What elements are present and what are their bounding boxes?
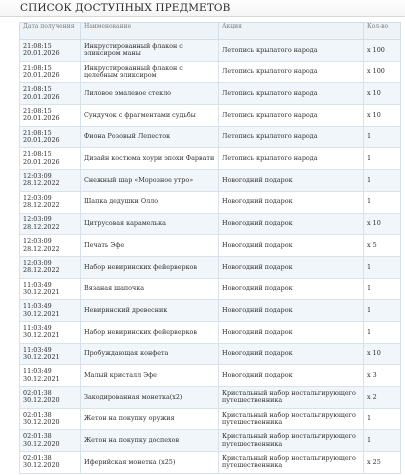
received-time: 02:01:38 bbox=[23, 432, 52, 441]
received-date: 30.12.2020 bbox=[23, 461, 60, 470]
table-row[interactable] bbox=[20, 105, 401, 127]
table-row[interactable] bbox=[20, 321, 401, 343]
cell-date bbox=[20, 40, 81, 62]
cell-quantity: x 3 bbox=[364, 365, 401, 387]
received-time: 21:08:15 bbox=[23, 150, 52, 159]
received-time: 11:03:49 bbox=[23, 367, 52, 376]
column-header-qty[interactable]: Кол-во bbox=[364, 23, 401, 40]
cell-promo: Новогодний подарок bbox=[219, 170, 364, 192]
received-date: 20.01.2026 bbox=[23, 92, 60, 101]
cell-promo: Кристальный набор ностальгирующего путешественника bbox=[219, 452, 364, 474]
cell-promo: Новогодний подарок bbox=[219, 191, 364, 213]
cell-item-name: Жетон на покупку доспехов bbox=[81, 430, 219, 452]
cell-promo: Летопись крылатого народа bbox=[219, 40, 364, 62]
table-row[interactable] bbox=[20, 365, 401, 387]
received-date: 20.01.2026 bbox=[23, 71, 60, 80]
cell-promo: Новогодний подарок bbox=[219, 300, 364, 322]
cell-quantity: x 100 bbox=[364, 61, 401, 83]
cell-date bbox=[20, 300, 81, 322]
received-date: 30.12.2021 bbox=[23, 374, 60, 383]
cell-date bbox=[20, 213, 81, 235]
cell-date bbox=[20, 452, 81, 474]
cell-item-name: Лиловое эмалевое стекло bbox=[81, 83, 219, 105]
received-time: 12:03:09 bbox=[23, 258, 52, 267]
table-row[interactable] bbox=[20, 430, 401, 452]
cell-date bbox=[20, 321, 81, 343]
table-row[interactable] bbox=[20, 170, 401, 192]
received-time: 21:08:15 bbox=[23, 128, 52, 137]
cell-quantity: 1 bbox=[364, 191, 401, 213]
table-row[interactable] bbox=[20, 40, 401, 62]
cell-promo: Новогодний подарок bbox=[219, 343, 364, 365]
table-row[interactable] bbox=[20, 61, 401, 83]
cell-quantity: x 10 bbox=[364, 213, 401, 235]
cell-promo: Летопись крылатого народа bbox=[219, 83, 364, 105]
received-time: 11:03:49 bbox=[23, 280, 52, 289]
cell-quantity: 1 bbox=[364, 148, 401, 170]
cell-promo: Новогодний подарок bbox=[219, 235, 364, 257]
column-header-promo[interactable]: Акция bbox=[219, 23, 364, 40]
cell-date bbox=[20, 170, 81, 192]
cell-quantity: x 2 bbox=[364, 387, 401, 409]
cell-quantity: x 10 bbox=[364, 343, 401, 365]
cell-quantity: 1 bbox=[364, 126, 401, 148]
cell-item-name: Сундучок с фрагментами судьбы bbox=[81, 105, 219, 127]
cell-item-name: Шапка дедушки Олло bbox=[81, 191, 219, 213]
cell-quantity: x 10 bbox=[364, 105, 401, 127]
cell-promo: Летопись крылатого народа bbox=[219, 148, 364, 170]
cell-date bbox=[20, 148, 81, 170]
received-date: 30.12.2021 bbox=[23, 331, 60, 340]
table-row[interactable] bbox=[20, 278, 401, 300]
cell-date bbox=[20, 256, 81, 278]
received-date: 20.01.2026 bbox=[23, 157, 60, 166]
cell-quantity: x 10 bbox=[364, 83, 401, 105]
cell-date bbox=[20, 61, 81, 83]
table-row[interactable] bbox=[20, 452, 401, 474]
cell-promo: Кристальный набор ностальгирующего путешественника bbox=[219, 387, 364, 409]
received-date: 30.12.2021 bbox=[23, 287, 60, 296]
received-date: 20.01.2026 bbox=[23, 136, 60, 145]
received-date: 30.12.2020 bbox=[23, 396, 60, 405]
column-header-date[interactable]: Дата получения bbox=[20, 23, 81, 40]
cell-quantity: 1 bbox=[364, 300, 401, 322]
cell-item-name: Инкрустированный флакон с эликсиром маны bbox=[81, 40, 219, 62]
cell-item-name: Набор невиринских фейерверков bbox=[81, 321, 219, 343]
cell-date bbox=[20, 343, 81, 365]
cell-promo: Летопись крылатого народа bbox=[219, 61, 364, 83]
cell-promo: Новогодний подарок bbox=[219, 213, 364, 235]
received-date: 30.12.2021 bbox=[23, 352, 60, 361]
table-row[interactable] bbox=[20, 343, 401, 365]
cell-date bbox=[20, 408, 81, 430]
cell-item-name: Невиринский древесник bbox=[81, 300, 219, 322]
cell-item-name: Иферийская монетка (x25) bbox=[81, 452, 219, 474]
cell-promo: Летопись крылатого народа bbox=[219, 105, 364, 127]
table-row[interactable] bbox=[20, 235, 401, 257]
cell-promo: Новогодний подарок bbox=[219, 321, 364, 343]
received-time: 12:03:09 bbox=[23, 193, 52, 202]
received-time: 21:08:15 bbox=[23, 85, 52, 94]
cell-item-name: Вязаная шапочка bbox=[81, 278, 219, 300]
cell-quantity: 1 bbox=[364, 256, 401, 278]
received-date: 28.12.2022 bbox=[23, 179, 60, 188]
cell-date bbox=[20, 430, 81, 452]
cell-quantity: x 5 bbox=[364, 235, 401, 257]
cell-quantity: 1 bbox=[364, 170, 401, 192]
cell-quantity: 1 bbox=[364, 321, 401, 343]
cell-quantity: x 100 bbox=[364, 40, 401, 62]
received-date: 30.12.2020 bbox=[23, 418, 60, 427]
cell-promo: Кристальный набор ностальгирующего путешественника bbox=[219, 430, 364, 452]
cell-promo: Новогодний подарок bbox=[219, 278, 364, 300]
received-time: 02:01:38 bbox=[23, 388, 52, 397]
items-table bbox=[19, 22, 401, 474]
cell-date bbox=[20, 365, 81, 387]
cell-date bbox=[20, 105, 81, 127]
table-row[interactable] bbox=[20, 387, 401, 409]
received-date: 20.01.2026 bbox=[23, 49, 60, 58]
cell-quantity: 1 bbox=[364, 430, 401, 452]
cell-item-name: Малый кристалл Эфе bbox=[81, 365, 219, 387]
cell-date bbox=[20, 126, 81, 148]
cell-item-name: Цитрусовая карамелька bbox=[81, 213, 219, 235]
received-date: 28.12.2022 bbox=[23, 266, 60, 275]
table-row[interactable] bbox=[20, 83, 401, 105]
received-time: 11:03:49 bbox=[23, 302, 52, 311]
cell-date bbox=[20, 191, 81, 213]
received-date: 30.12.2020 bbox=[23, 439, 60, 448]
cell-item-name: Набор невиринских фейерверков bbox=[81, 256, 219, 278]
received-time: 21:08:15 bbox=[23, 41, 52, 50]
cell-item-name: Инкрустированный флакон с целебным эликсиром bbox=[81, 61, 219, 83]
received-time: 12:03:09 bbox=[23, 172, 52, 181]
cell-date bbox=[20, 278, 81, 300]
received-date: 28.12.2022 bbox=[23, 201, 60, 210]
cell-item-name: Фиона Розовый Лепесток bbox=[81, 126, 219, 148]
table-row[interactable] bbox=[20, 300, 401, 322]
table-row[interactable] bbox=[20, 213, 401, 235]
cell-item-name: Пробуждающая конфета bbox=[81, 343, 219, 365]
received-time: 12:03:09 bbox=[23, 215, 52, 224]
received-time: 02:01:38 bbox=[23, 454, 52, 462]
cell-promo: Летопись крылатого народа bbox=[219, 126, 364, 148]
received-date: 28.12.2022 bbox=[23, 222, 60, 231]
cell-item-name: Жетон на покупку оружия bbox=[81, 408, 219, 430]
received-time: 21:08:15 bbox=[23, 107, 52, 115]
table-row[interactable] bbox=[20, 408, 401, 430]
received-time: 21:08:15 bbox=[23, 63, 52, 72]
table-row[interactable] bbox=[20, 256, 401, 278]
cell-quantity: x 25 bbox=[364, 452, 401, 474]
received-time: 11:03:49 bbox=[23, 323, 52, 332]
table-row[interactable] bbox=[20, 191, 401, 213]
cell-item-name: Дизайн костюма хоури эпохи Фарвати bbox=[81, 148, 219, 170]
cell-item-name: Снежный шар «Морозное утро» bbox=[81, 170, 219, 192]
received-date: 30.12.2021 bbox=[23, 309, 60, 318]
cell-promo: Новогодний подарок bbox=[219, 365, 364, 387]
table-row[interactable] bbox=[20, 148, 401, 170]
cell-quantity: 1 bbox=[364, 408, 401, 430]
table-header-row bbox=[20, 23, 401, 40]
cell-date bbox=[20, 83, 81, 105]
page-title: СПИСОК ДОСТУПНЫХ ПРЕДМЕТОВ bbox=[20, 2, 231, 14]
cell-item-name: Закодированная монетка(x2) bbox=[81, 387, 219, 409]
cell-promo: Кристальный набор ностальгирующего путешественника bbox=[219, 408, 364, 430]
cell-date bbox=[20, 235, 81, 257]
received-date: 20.01.2026 bbox=[23, 114, 60, 123]
received-time: 12:03:09 bbox=[23, 237, 52, 246]
column-header-name[interactable]: Наименование bbox=[81, 23, 219, 40]
received-time: 02:01:38 bbox=[23, 410, 52, 419]
cell-quantity: 1 bbox=[364, 278, 401, 300]
cell-item-name: Печать Эфе bbox=[81, 235, 219, 257]
table-row[interactable] bbox=[20, 126, 401, 148]
page-header bbox=[0, 0, 405, 17]
received-date: 28.12.2022 bbox=[23, 244, 60, 253]
cell-date bbox=[20, 387, 81, 409]
cell-promo: Новогодний подарок bbox=[219, 256, 364, 278]
received-time: 11:03:49 bbox=[23, 345, 52, 354]
